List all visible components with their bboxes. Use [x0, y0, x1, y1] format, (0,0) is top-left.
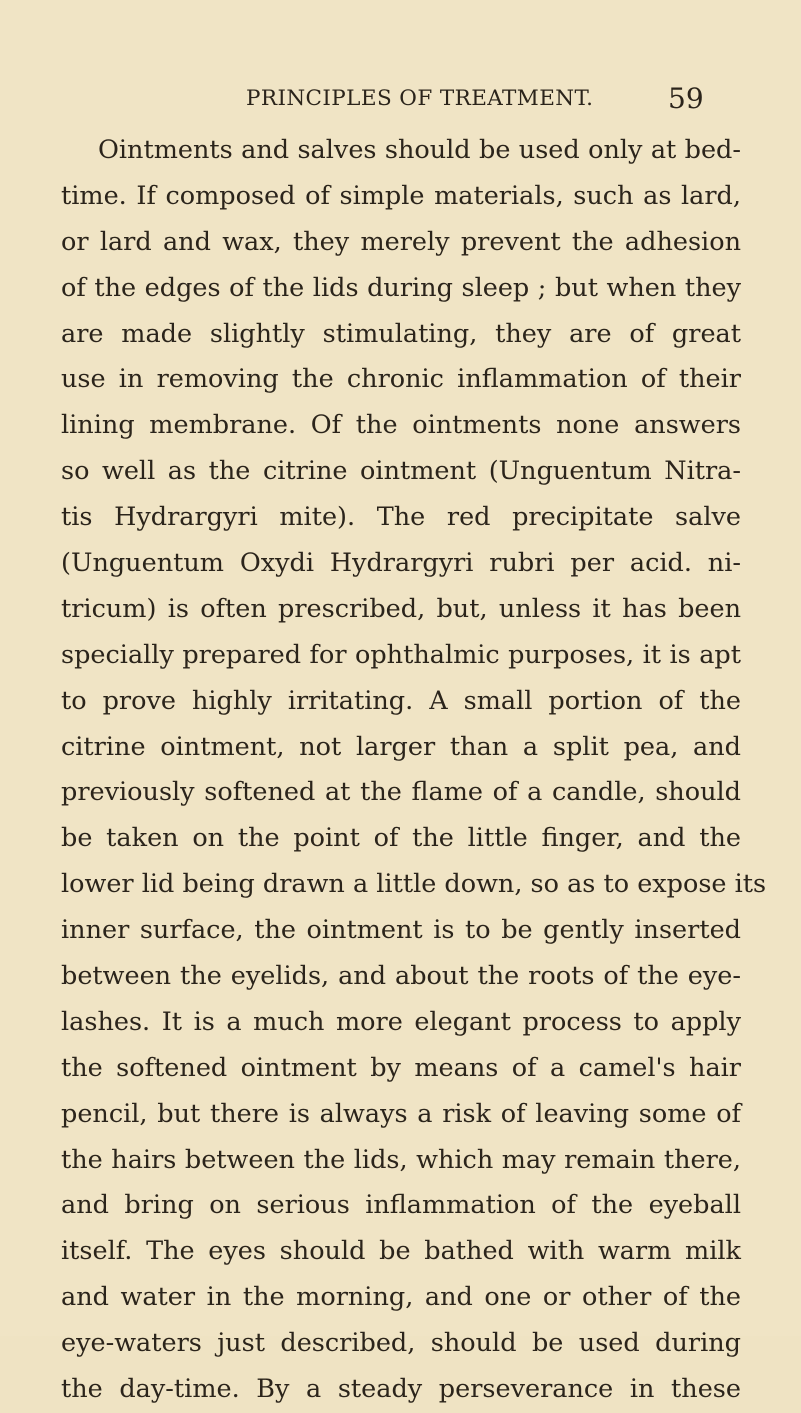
text-line: are made slightly stimulating, they are of great [61, 318, 741, 349]
text-line: Ointments and salves should be used only at bed- [98, 135, 741, 165]
text-line: the hairs between the lids, which may remain there, [61, 1144, 741, 1175]
text-line: and bring on serious inflammation of the eyeball [61, 1190, 741, 1221]
text-line: be taken on the point of the little finger, and the [61, 823, 741, 854]
page-number: 59 [668, 82, 704, 115]
text-line: lining membrane. Of the ointments none answers [61, 410, 741, 441]
text-line: between the eyelids, and about the roots of the eye- [61, 961, 741, 992]
text-line: tricum) is often prescribed, but, unless it has been [61, 593, 741, 624]
text-line: use in removing the chronic inflammation of their [61, 364, 741, 395]
text-line: the softened ointment by means of a camel's hair [61, 1052, 741, 1083]
text-line: of the edges of the lids during sleep ; but when they [61, 272, 741, 303]
running-head-title: PRINCIPLES OF TREATMENT. [246, 86, 594, 111]
text-line: so well as the citrine ointment (Unguentum Nitra- [61, 456, 741, 487]
text-line: previously softened at the flame of a candle, should [61, 777, 741, 808]
text-line: tis Hydrargyri mite). The red precipitate salve [61, 502, 741, 533]
text-line: the day-time. By a steady perseverance in these [61, 1374, 741, 1405]
text-line: and water in the morning, and one or other of the [61, 1282, 741, 1313]
text-line: lower lid being drawn a little down, so as to expose its [61, 869, 767, 900]
text-line: pencil, but there is always a risk of leaving some of [61, 1098, 741, 1129]
text-line: to prove highly irritating. A small portion of the [61, 685, 741, 716]
running-head [0, 82, 801, 118]
text-line: specially prepared for ophthalmic purposes, it is apt [61, 639, 741, 670]
text-line: or lard and wax, they merely prevent the adhesion [61, 226, 741, 257]
text-line: citrine ointment, not larger than a split pea, and [61, 731, 741, 762]
text-line: itself. The eyes should be bathed with warm milk [61, 1236, 741, 1267]
text-line: inner surface, the ointment is to be gently inserted [61, 915, 741, 946]
text-line: lashes. It is a much more elegant process to apply [61, 1006, 741, 1037]
body-paragraph [61, 128, 767, 1413]
text-line: eye-waters just described, should be used during [61, 1328, 741, 1359]
text-line: time. If composed of simple materials, such as lard, [61, 180, 741, 211]
text-line: (Unguentum Oxydi Hydrargyri rubri per acid. ni- [61, 548, 741, 579]
